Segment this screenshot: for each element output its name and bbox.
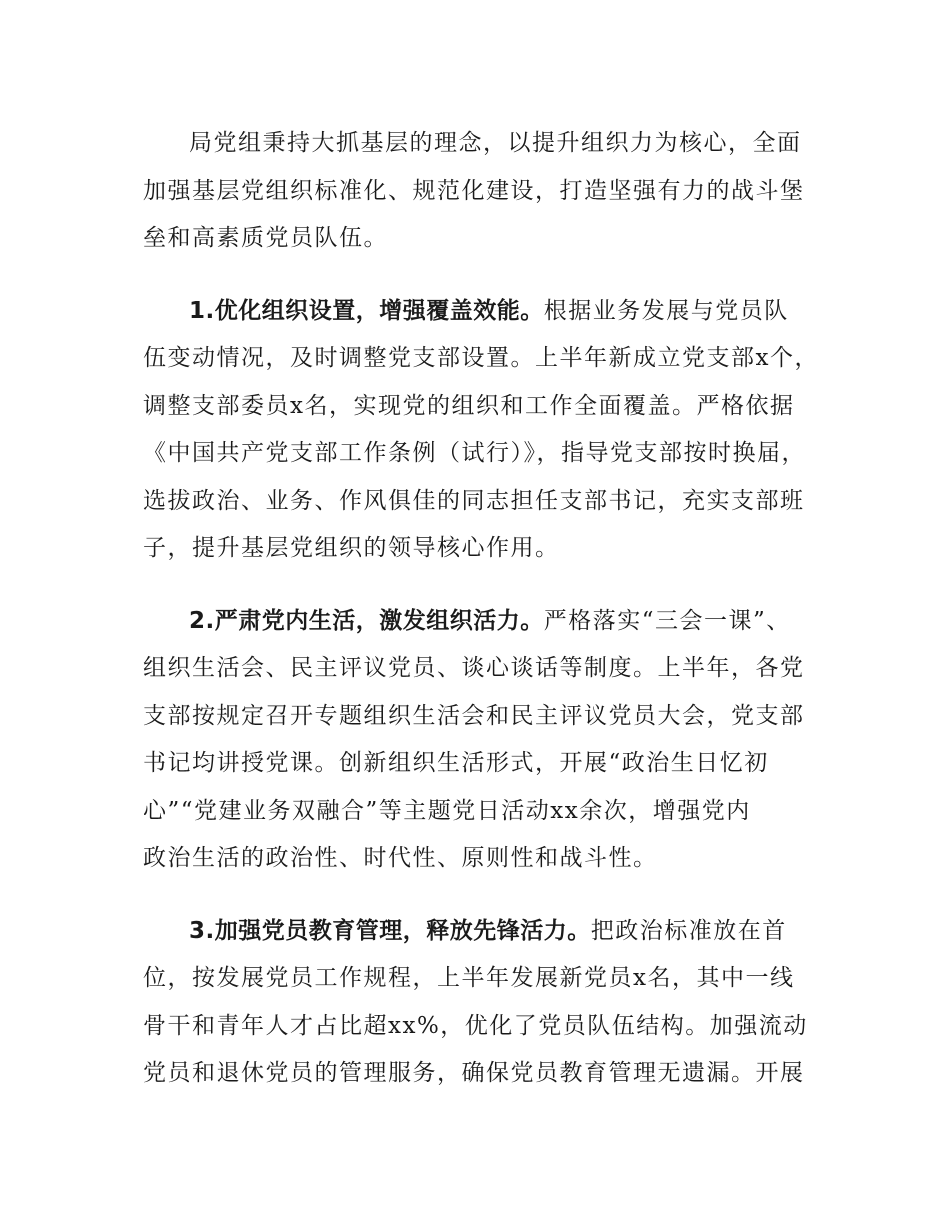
- section-2-first-line: [143, 598, 808, 646]
- section-2-heading: 2.严肃党内生活，激发组织活力。: [189, 607, 544, 634]
- section-3-line: 骨干和青年人才占比超xx%，优化了党员队伍结构。加强流动: [143, 1012, 808, 1039]
- section-1-line: 选拔政治、业务、作风俱佳的同志担任支部书记，充实支部班: [143, 487, 805, 514]
- document-body: [143, 120, 819, 1098]
- section-1-line: 子，提升基层党组织的领导核心作用。: [143, 535, 560, 561]
- section-1-paragraph: [143, 288, 819, 573]
- intro-paragraph: [143, 120, 808, 263]
- section-2-line: 支部按规定召开专题组织生活会和民主评议党员大会，党支部: [143, 702, 805, 729]
- section-2-paragraph: [143, 598, 808, 883]
- intro-line: 局党组秉持大抓基层的理念，以提升组织力为核心，全面: [189, 130, 802, 156]
- intro-line: 垒和高素质党员队伍。: [143, 225, 388, 251]
- section-3-paragraph: [143, 908, 808, 1098]
- section-2-line: 书记均讲授党课。创新组织生活形式，开展“政治生日忆初: [143, 750, 769, 776]
- intro-line: 加强基层党组织标准化、规范化建设，打造坚强有力的战斗堡: [143, 177, 805, 204]
- section-3-first-line-text: 把政治标准放在首: [590, 917, 787, 944]
- section-3-line: 位，按发展党员工作规程，上半年发展新党员x名，其中一线: [143, 965, 795, 991]
- section-1-line: 调整支部委员x名，实现党的组织和工作全面覆盖。严格依据: [143, 392, 795, 419]
- section-3-first-line: [143, 908, 808, 956]
- section-3-line: 党员和退休党员的管理服务，确保党员教育管理无遗漏。开展: [143, 1060, 805, 1086]
- section-2-first-line-text: 严格落实“三会一课”、: [543, 607, 791, 634]
- section-2-line: 组织生活会、民主评议党员、谈心谈话等制度。上半年，各党: [143, 655, 805, 681]
- section-1-first-line-text: 根据业务发展与党员队: [543, 297, 789, 324]
- section-2-line: 政治生活的政治性、时代性、原则性和战斗性。: [143, 845, 658, 871]
- section-1-first-line: [143, 288, 808, 336]
- section-2-line: 心”“党建业务双融合”等主题党日活动xx余次，增强党内: [143, 797, 751, 824]
- section-1-line: 伍变动情况，及时调整党支部设置。上半年新成立党支部x个，: [143, 345, 819, 371]
- section-3-heading: 3.加强党员教育管理，释放先锋活力。: [189, 917, 591, 944]
- section-1-heading: 1.优化组织设置，增强覆盖效能。: [189, 297, 544, 324]
- section-1-line: 《中国共产党支部工作条例（试行）》，指导党支部按时换届，: [143, 440, 806, 466]
